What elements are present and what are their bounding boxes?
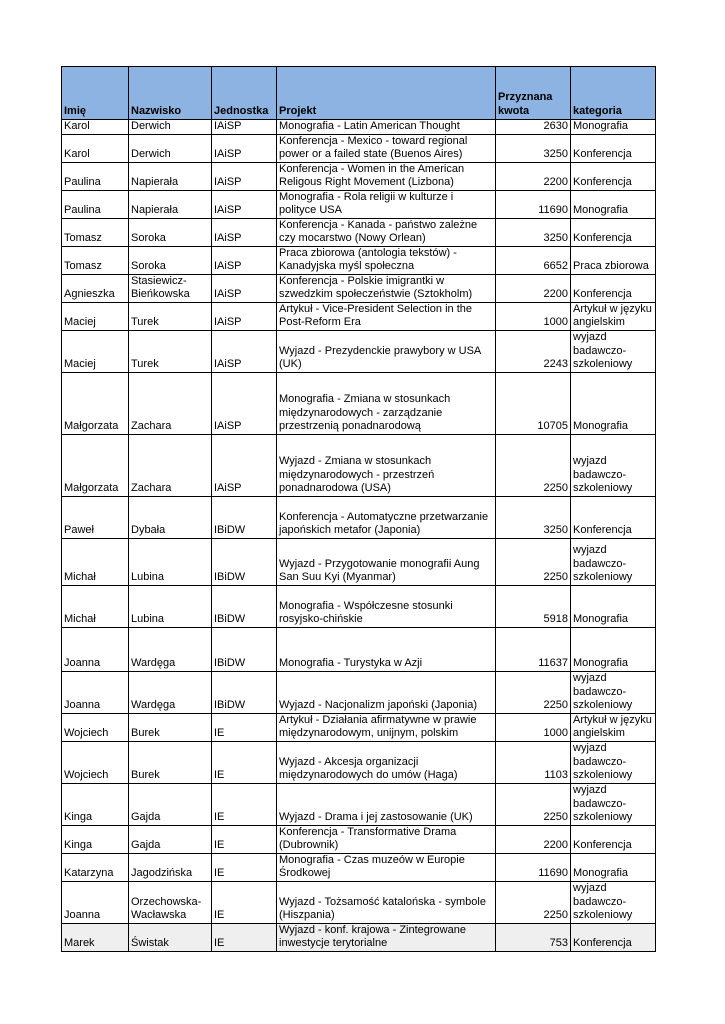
- cell-jednostka: IAiSP: [212, 302, 277, 330]
- cell-jednostka: IAiSP: [212, 134, 277, 162]
- cell-projekt: Konferencja - Polskie imigrantki w szwedzkim społeczeństwie (Sztokholm): [277, 274, 496, 302]
- cell-kategoria: wyjazd badawczo-szkoleniowy: [571, 538, 656, 585]
- cell-kwota: 3250: [496, 218, 571, 246]
- table-row: [62, 274, 656, 302]
- cell-nazwisko: Burek: [129, 741, 212, 783]
- cell-projekt: Wyjazd - Tożsamość katalońska - symbole (Hiszpania): [277, 881, 496, 923]
- cell-projekt: Monografia - Zmiana w stosunkach międzynarodowych - zarządzanie przestrzenią ponadnarodową: [277, 372, 496, 434]
- table-row: [62, 330, 656, 372]
- cell-projekt: Konferencja - Kanada - państwo zależne czy mocarstwo (Nowy Orlean): [277, 218, 496, 246]
- cell-imie: Maciej: [62, 330, 129, 372]
- cell-kategoria: Konferencja: [571, 923, 656, 951]
- cell-kwota: 11637: [496, 627, 571, 671]
- table-row: [62, 585, 656, 627]
- cell-nazwisko: Soroka: [129, 218, 212, 246]
- table-row: [62, 627, 656, 671]
- cell-kwota: 1000: [496, 302, 571, 330]
- cell-projekt: Konferencja - Women in the American Religous Right Movement (Lizbona): [277, 162, 496, 190]
- cell-projekt: Konferencja - Automatyczne przetwarzanie japońskich metafor (Japonia): [277, 496, 496, 538]
- table-row: [62, 825, 656, 853]
- cell-nazwisko: Lubina: [129, 538, 212, 585]
- cell-kwota: 2243: [496, 330, 571, 372]
- cell-kwota: 11690: [496, 190, 571, 218]
- cell-imie: Wojciech: [62, 713, 129, 741]
- cell-kategoria: Monografia: [571, 372, 656, 434]
- cell-nazwisko: Wardęga: [129, 627, 212, 671]
- table-row: [62, 372, 656, 434]
- header-projekt: Projekt: [277, 67, 496, 120]
- cell-imie: Tomasz: [62, 218, 129, 246]
- cell-jednostka: IAiSP: [212, 162, 277, 190]
- cell-jednostka: IAiSP: [212, 190, 277, 218]
- table-row: [62, 190, 656, 218]
- cell-nazwisko: Zachara: [129, 434, 212, 496]
- table-body: [62, 120, 656, 952]
- cell-kwota: 6652: [496, 246, 571, 274]
- cell-jednostka: IAiSP: [212, 372, 277, 434]
- cell-kwota: 1000: [496, 713, 571, 741]
- cell-kwota: 1103: [496, 741, 571, 783]
- cell-kwota: 11690: [496, 853, 571, 881]
- cell-jednostka: IBiDW: [212, 671, 277, 713]
- header-kwota: Przyznana kwota: [496, 67, 571, 120]
- cell-nazwisko: Soroka: [129, 246, 212, 274]
- cell-projekt: Wyjazd - Przygotowanie monografii Aung San Suu Kyi (Myanmar): [277, 538, 496, 585]
- cell-projekt: Konferencja - Transformative Drama (Dubrownik): [277, 825, 496, 853]
- cell-jednostka: IAiSP: [212, 246, 277, 274]
- table-row: [62, 246, 656, 274]
- cell-imie: Małgorzata: [62, 434, 129, 496]
- cell-kwota: 2250: [496, 434, 571, 496]
- cell-nazwisko: Turek: [129, 330, 212, 372]
- cell-nazwisko: Orzechowska-Wacławska: [129, 881, 212, 923]
- cell-jednostka: IE: [212, 825, 277, 853]
- table-row: [62, 853, 656, 881]
- cell-kategoria: Konferencja: [571, 496, 656, 538]
- cell-nazwisko: Gajda: [129, 825, 212, 853]
- table-row: [62, 434, 656, 496]
- header-jednostka: Jednostka: [212, 67, 277, 120]
- cell-kwota: 2250: [496, 671, 571, 713]
- cell-nazwisko: Turek: [129, 302, 212, 330]
- cell-jednostka: IBiDW: [212, 585, 277, 627]
- cell-nazwisko: Dybała: [129, 496, 212, 538]
- cell-nazwisko: Derwich: [129, 134, 212, 162]
- cell-projekt: Artykuł - Działania afirmatywne w prawie międzynarodowym, unijnym, polskim: [277, 713, 496, 741]
- cell-projekt: Wyjazd - Akcesja organizacji międzynarodowych do umów (Haga): [277, 741, 496, 783]
- cell-kategoria: Konferencja: [571, 825, 656, 853]
- cell-projekt: Monografia - Rola religii w kulturze i polityce USA: [277, 190, 496, 218]
- cell-projekt: Wyjazd - konf. krajowa - Zintegrowane inwestycje terytorialne: [277, 923, 496, 951]
- cell-imie: Tomasz: [62, 246, 129, 274]
- cell-jednostka: IE: [212, 713, 277, 741]
- cell-nazwisko: Napierała: [129, 162, 212, 190]
- table-row: [62, 741, 656, 783]
- cell-jednostka: IBiDW: [212, 496, 277, 538]
- cell-kwota: 2250: [496, 783, 571, 825]
- cell-kwota: 3250: [496, 134, 571, 162]
- cell-kategoria: Konferencja: [571, 162, 656, 190]
- header-row: [62, 67, 656, 120]
- cell-imie: Joanna: [62, 671, 129, 713]
- cell-nazwisko: Stasiewicz-Bieńkowska: [129, 274, 212, 302]
- cell-jednostka: IE: [212, 923, 277, 951]
- cell-jednostka: IE: [212, 741, 277, 783]
- cell-imie: Michał: [62, 538, 129, 585]
- cell-kategoria: Monografia: [571, 190, 656, 218]
- cell-imie: Michał: [62, 585, 129, 627]
- cell-projekt: Wyjazd - Prezydenckie prawybory w USA (UK): [277, 330, 496, 372]
- cell-projekt: Monografia - Czas muzeów w Europie Środkowej: [277, 853, 496, 881]
- cell-kategoria: Monografia: [571, 627, 656, 671]
- cell-projekt: Monografia - Turystyka w Azji: [277, 627, 496, 671]
- cell-imie: Maciej: [62, 302, 129, 330]
- cell-projekt: Konferencja - Mexico - toward regional power or a failed state (Buenos Aires): [277, 134, 496, 162]
- cell-imie: Agnieszka: [62, 274, 129, 302]
- cell-kwota: 10705: [496, 372, 571, 434]
- cell-kategoria: wyjazd badawczo-szkoleniowy: [571, 881, 656, 923]
- table-row: [62, 713, 656, 741]
- table-row: [62, 134, 656, 162]
- table-row: [62, 881, 656, 923]
- header-imie: Imię: [62, 67, 129, 120]
- cell-kategoria: wyjazd badawczo-szkoleniowy: [571, 741, 656, 783]
- cell-kategoria: Monografia: [571, 120, 656, 135]
- table-row: [62, 120, 656, 135]
- header-nazwisko: Nazwisko: [129, 67, 212, 120]
- cell-imie: Karol: [62, 120, 129, 135]
- cell-kwota: 2200: [496, 162, 571, 190]
- cell-kategoria: Artykuł w języku angielskim: [571, 302, 656, 330]
- table-row: [62, 783, 656, 825]
- cell-kwota: 2200: [496, 825, 571, 853]
- cell-kwota: 2250: [496, 538, 571, 585]
- cell-projekt: Praca zbiorowa (antologia tekstów) - Kanadyjska myśl społeczna: [277, 246, 496, 274]
- cell-kategoria: wyjazd badawczo-szkoleniowy: [571, 783, 656, 825]
- cell-nazwisko: Burek: [129, 713, 212, 741]
- cell-kategoria: Konferencja: [571, 218, 656, 246]
- cell-imie: Karol: [62, 134, 129, 162]
- header-kategoria: kategoria: [571, 67, 656, 120]
- cell-kwota: 3250: [496, 496, 571, 538]
- cell-jednostka: IE: [212, 881, 277, 923]
- cell-jednostka: IAiSP: [212, 274, 277, 302]
- cell-imie: Kinga: [62, 783, 129, 825]
- cell-nazwisko: Napierała: [129, 190, 212, 218]
- cell-kwota: 2250: [496, 881, 571, 923]
- cell-kwota: 753: [496, 923, 571, 951]
- cell-kwota: 5918: [496, 585, 571, 627]
- cell-imie: Paweł: [62, 496, 129, 538]
- cell-nazwisko: Lubina: [129, 585, 212, 627]
- cell-kategoria: Monografia: [571, 853, 656, 881]
- cell-kategoria: Konferencja: [571, 274, 656, 302]
- table-row: [62, 496, 656, 538]
- cell-jednostka: IBiDW: [212, 538, 277, 585]
- cell-jednostka: IAiSP: [212, 330, 277, 372]
- cell-imie: Małgorzata: [62, 372, 129, 434]
- cell-nazwisko: Jagodzińska: [129, 853, 212, 881]
- table-row: [62, 671, 656, 713]
- table-row: [62, 538, 656, 585]
- cell-imie: Marek: [62, 923, 129, 951]
- cell-imie: Katarzyna: [62, 853, 129, 881]
- cell-imie: Joanna: [62, 881, 129, 923]
- cell-imie: Paulina: [62, 190, 129, 218]
- cell-projekt: Wyjazd - Nacjonalizm japoński (Japonia): [277, 671, 496, 713]
- cell-nazwisko: Zachara: [129, 372, 212, 434]
- table-row: [62, 302, 656, 330]
- cell-imie: Paulina: [62, 162, 129, 190]
- table-row: [62, 923, 656, 951]
- cell-jednostka: IBiDW: [212, 627, 277, 671]
- cell-kwota: 2200: [496, 274, 571, 302]
- cell-kategoria: wyjazd badawczo-szkoleniowy: [571, 434, 656, 496]
- cell-nazwisko: Wardęga: [129, 671, 212, 713]
- cell-jednostka: IAiSP: [212, 218, 277, 246]
- cell-nazwisko: Świstak: [129, 923, 212, 951]
- cell-imie: Kinga: [62, 825, 129, 853]
- cell-projekt: Artykuł - Vice-President Selection in the Post-Reform Era: [277, 302, 496, 330]
- cell-projekt: Monografia - Latin American Thought: [277, 120, 496, 135]
- grants-table: [61, 66, 656, 952]
- cell-kategoria: wyjazd badawczo-szkoleniowy: [571, 671, 656, 713]
- cell-imie: Joanna: [62, 627, 129, 671]
- cell-projekt: Wyjazd - Zmiana w stosunkach międzynarodowych - przestrzeń ponadnarodowa (USA): [277, 434, 496, 496]
- table-row: [62, 162, 656, 190]
- cell-imie: Wojciech: [62, 741, 129, 783]
- cell-jednostka: IE: [212, 853, 277, 881]
- cell-jednostka: IAiSP: [212, 434, 277, 496]
- cell-kategoria: Monografia: [571, 585, 656, 627]
- cell-kwota: 2630: [496, 120, 571, 135]
- cell-nazwisko: Derwich: [129, 120, 212, 135]
- cell-kategoria: wyjazd badawczo-szkoleniowy: [571, 330, 656, 372]
- table-row: [62, 218, 656, 246]
- cell-kategoria: Artykuł w języku angielskim: [571, 713, 656, 741]
- cell-jednostka: IE: [212, 783, 277, 825]
- cell-kategoria: Praca zbiorowa: [571, 246, 656, 274]
- cell-projekt: Monografia - Współczesne stosunki rosyjsko-chińskie: [277, 585, 496, 627]
- cell-nazwisko: Gajda: [129, 783, 212, 825]
- cell-jednostka: IAiSP: [212, 120, 277, 135]
- cell-projekt: Wyjazd - Drama i jej zastosowanie (UK): [277, 783, 496, 825]
- cell-kategoria: Konferencja: [571, 134, 656, 162]
